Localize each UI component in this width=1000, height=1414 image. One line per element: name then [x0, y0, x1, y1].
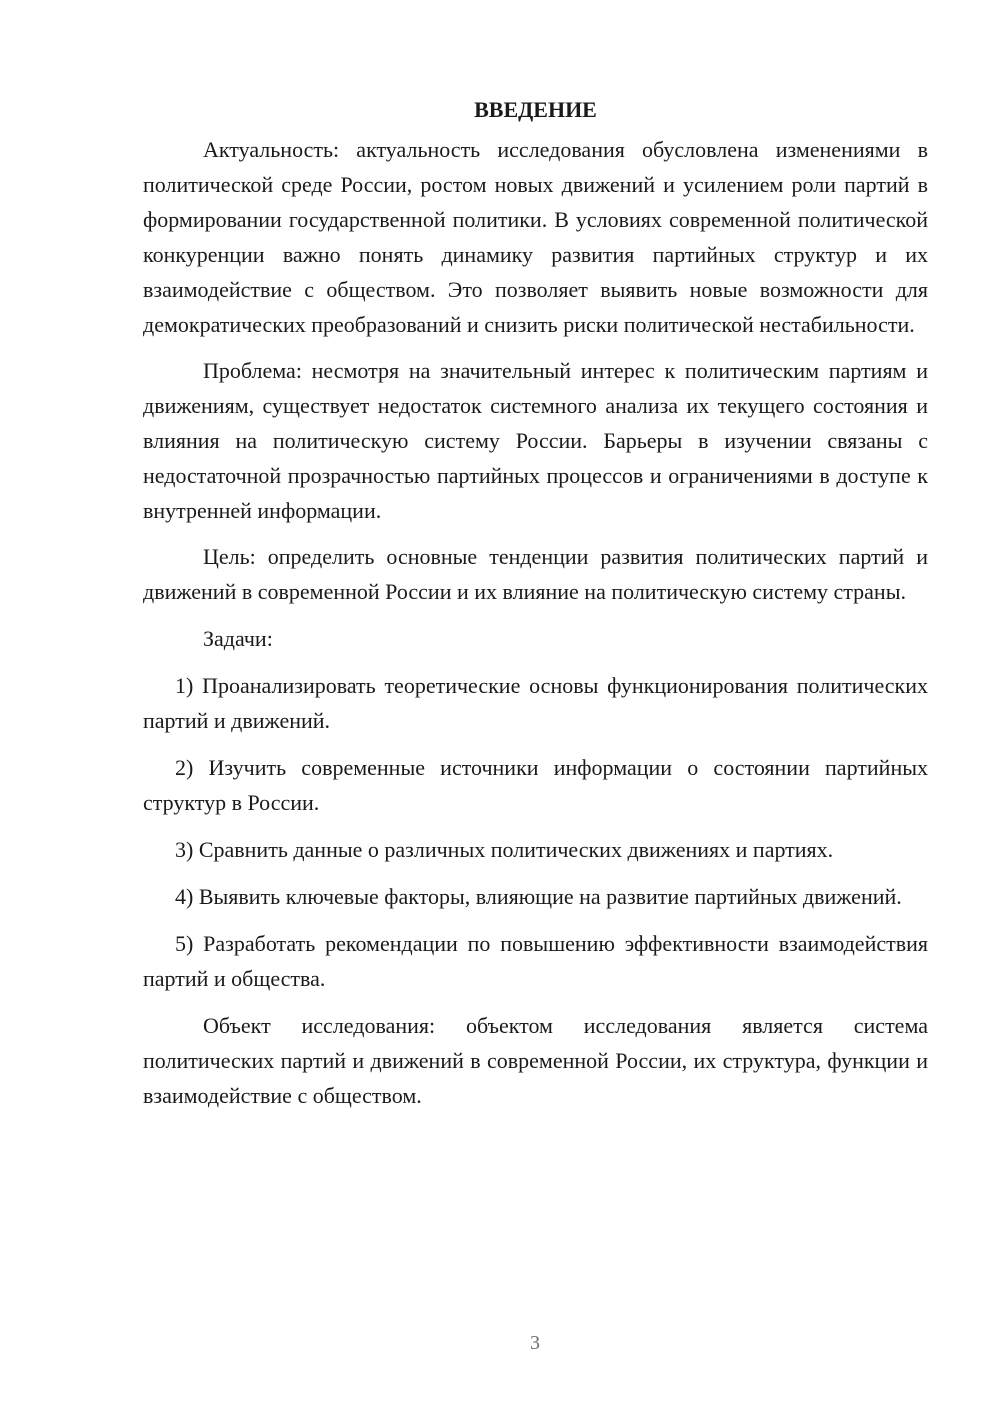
task-item-4: 4) Выявить ключевые факторы, влияющие на развитие партийных движений.: [175, 884, 902, 909]
task-item-2: 2) Изучить современные источники информации о состоянии партийных структур в России.: [143, 755, 928, 815]
page-number: 3: [530, 1332, 540, 1354]
paragraph-object: Объект исследования: объектом исследования является система политических партий и движений в современной России, их структура, функции и взаимодействие с обществом.: [143, 1013, 928, 1108]
task-item-1: 1) Проанализировать теоретические основы функционирования политических партий и движений.: [143, 673, 928, 733]
paragraph-relevance: Актуальность: актуальность исследования обусловлена изменениями в политической среде России, ростом новых движений и усилением роли партий в формировании государственной политики. В условиях современной политической конкуренции важно понять динамику развития партийных структур и их взаимодействие с обществом. Это позволяет выявить новые возможности для демократических преобразований и снизить риски политической нестабильности.: [143, 137, 928, 337]
paragraph-goal: Цель: определить основные тенденции развития политических партий и движений в современной России и их влияние на политическую систему страны.: [143, 544, 928, 604]
task-item-3: 3) Сравнить данные о различных политических движениях и партиях.: [175, 837, 834, 862]
section-heading: ВВЕДЕНИЕ: [474, 97, 597, 122]
tasks-label: Задачи:: [203, 626, 273, 651]
task-item-5: 5) Разработать рекомендации по повышению эффективности взаимодействия партий и общества.: [143, 931, 928, 991]
document-body: [143, 92, 928, 1113]
paragraph-problem: Проблема: несмотря на значительный интерес к политическим партиям и движениям, существует недостаток системного анализа их текущего состояния и влияния на политическую систему России. Барьеры в изучении связаны с недостаточной прозрачностью партийных процессов и ограничениями в доступе к внутренней информации.: [143, 358, 928, 523]
